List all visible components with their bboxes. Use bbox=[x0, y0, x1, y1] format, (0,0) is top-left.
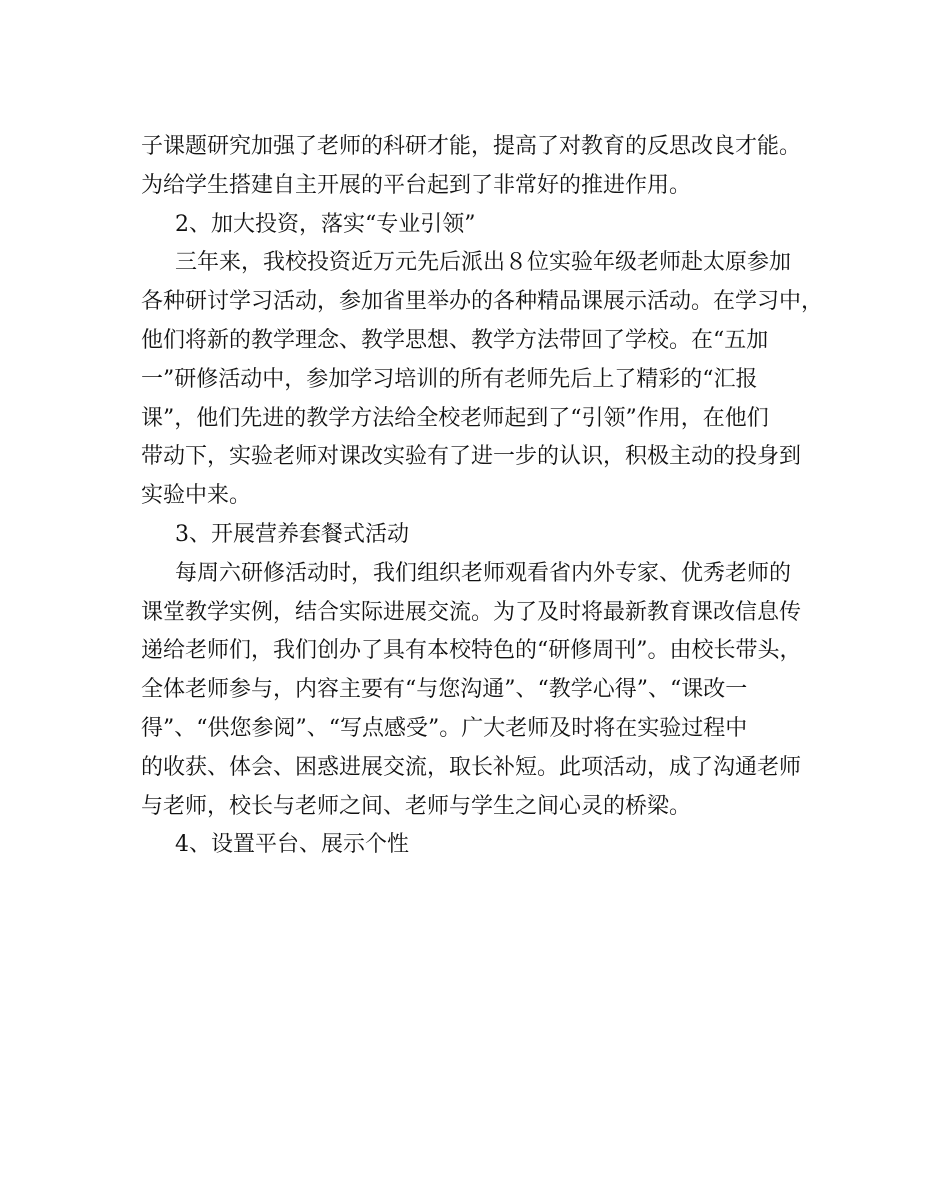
text-line-14: 递给老师们，我们创办了具有本校特色的“研修周刊”。由校长带头， bbox=[141, 638, 802, 664]
text-line-17: 的收获、体会、困惑进展交流，取长补短。此项活动，成了沟通老师 bbox=[141, 754, 802, 780]
text-line-16: 得”、“供您参阅”、“写点感受”。广大老师及时将在实验过程中 bbox=[141, 715, 748, 741]
text-line-15: 全体老师参与，内容主要有“与您沟通”、“教学心得”、“课改一 bbox=[141, 677, 748, 703]
section-heading-3: 3、开展营养套餐式活动 bbox=[175, 521, 409, 547]
text-line-8: 课”，他们先进的教学方法给全校老师起到了“引领”作用，在他们 bbox=[141, 405, 769, 431]
document-body bbox=[141, 128, 824, 865]
text-line-6: 他们将新的教学理念、教学思想、教学方法带回了学校。在“五加 bbox=[141, 327, 769, 353]
text-line-1: 子课题研究加强了老师的科研才能，提高了对教育的反思改良才能。 bbox=[141, 134, 802, 159]
text-line-10: 实验中来。 bbox=[141, 483, 252, 509]
text-line-13: 课堂教学实例，结合实际进展交流。为了及时将最新教育课改信息传 bbox=[141, 599, 802, 625]
text-line-12: 每周六研修活动时，我们组织老师观看省内外专家、优秀老师的 bbox=[175, 560, 792, 586]
text-line-4: 三年来，我校投资近万元先后派出８位实验年级老师赴太原参加 bbox=[175, 250, 792, 276]
section-heading-2: 2、加大投资，落实“专业引领” bbox=[175, 211, 476, 237]
text-line-7: 一”研修活动中，参加学习培训的所有老师先后上了精彩的“汇报 bbox=[141, 366, 758, 392]
text-line-5: 各种研讨学习活动，参加省里举办的各种精品课展示活动。在学习中， bbox=[141, 289, 824, 315]
text-line-2: 为给学生搭建自主开展的平台起到了非常好的推进作用。 bbox=[141, 172, 692, 198]
text-line-9: 带动下，实验老师对课改实验有了进一步的认识，积极主动的投身到 bbox=[141, 444, 802, 470]
text-line-18: 与老师，校长与老师之间、老师与学生之间心灵的桥梁。 bbox=[141, 793, 692, 819]
section-heading-4: 4、设置平台、展示个性 bbox=[175, 832, 409, 858]
